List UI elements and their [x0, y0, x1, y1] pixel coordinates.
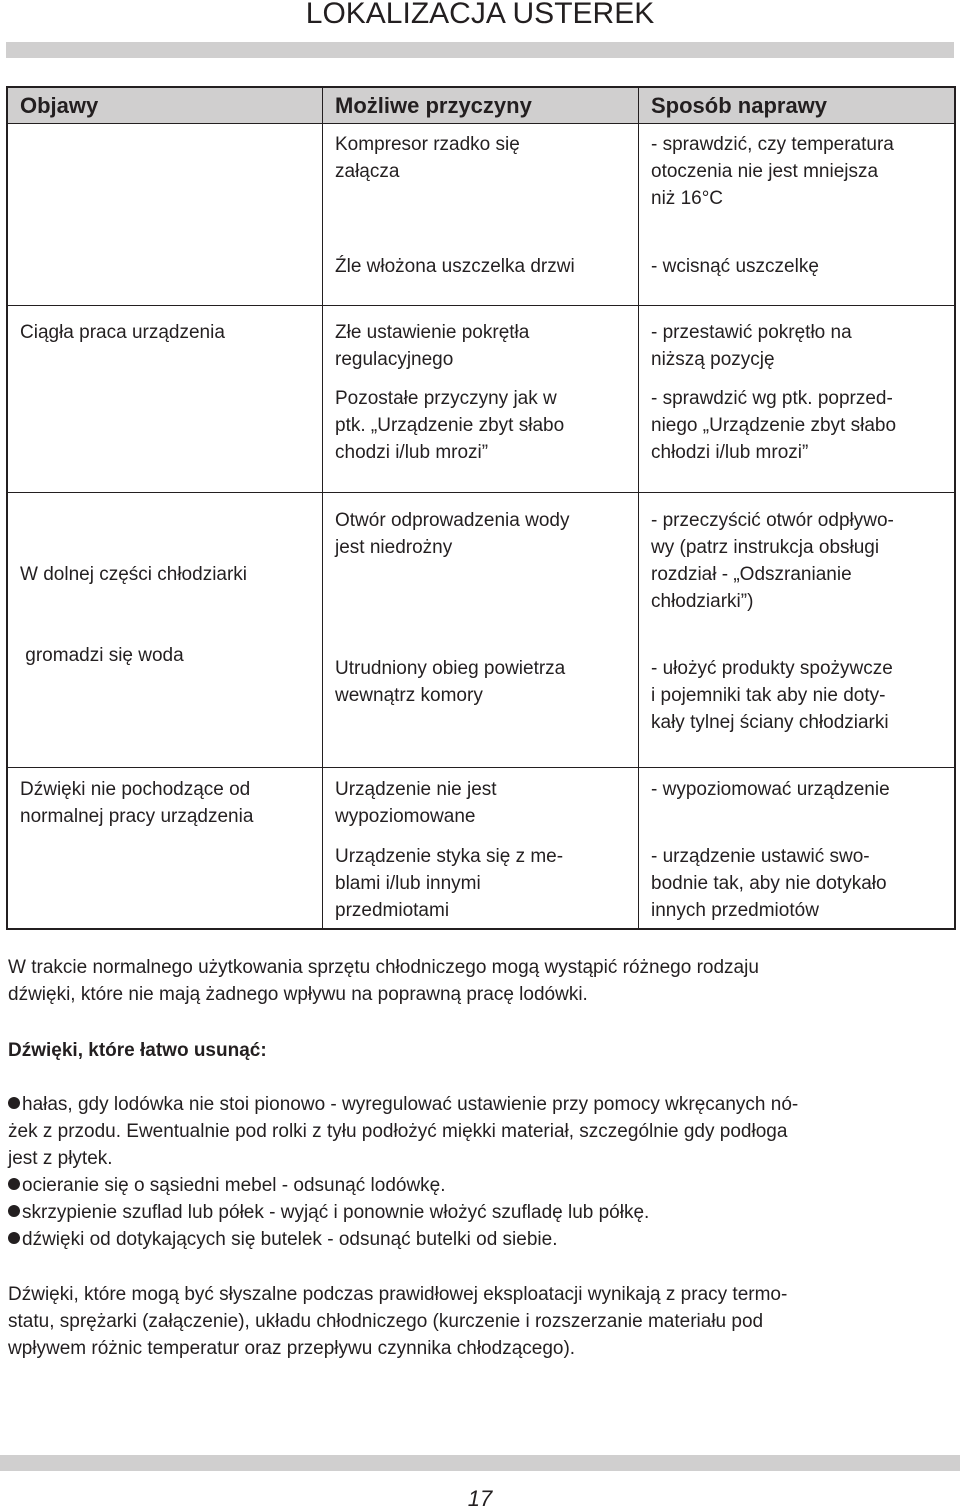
cause-cell: Kompresor rzadko się załącza	[335, 134, 520, 182]
remedy-cell: - przestawić pokrętło na niższą pozycję	[651, 322, 852, 370]
column-divider	[322, 88, 323, 928]
remedy-cell: - wcisnąć uszczelkę	[651, 256, 819, 277]
cause-cell: Otwór odprowadzenia wody jest niedrożny	[335, 510, 570, 558]
page-number: 17	[467, 1486, 493, 1511]
remedy-cell: - urządzenie ustawić swo- bodnie tak, aby nie dotykało innych przedmiotów	[651, 846, 887, 921]
list-item-continuation: jest z płytek.	[8, 1148, 113, 1169]
header-remedy: Sposób naprawy	[651, 93, 828, 118]
remedy-cell: - sprawdzić wg ptk. poprzed- niego „Urządzenie zbyt słabo chłodzi i/lub mrozi”	[651, 388, 897, 463]
list-item: dźwięki od dotykających się butelek - odsunąć butelki od siebie.	[8, 1226, 798, 1253]
symptom-cell: Ciągła praca urządzenia	[20, 322, 225, 343]
cause-cell: Pozostałe przyczyny jak w ptk. „Urządzenie zbyt słabo chodzi i/lub mrozi”	[335, 388, 565, 463]
header-causes: Możliwe przyczyny	[335, 93, 532, 118]
list-item: skrzypienie szuflad lub półek - wyjąć i ponownie włożyć szufladę lub półkę.	[8, 1199, 798, 1226]
remedy-cell: - sprawdzić, czy temperatura otoczenia nie jest mniejsza niż 16°C	[651, 134, 894, 209]
section-heading: Dźwięki, które łatwo usunąć:	[8, 1040, 267, 1061]
remedy-cell: - ułożyć produkty spożywcze i pojemniki tak aby nie doty- kały tylnej ściany chłodziarki	[651, 658, 893, 733]
cause-cell: Utrudniony obieg powietrza wewnątrz komory	[335, 658, 566, 706]
row-divider	[8, 492, 954, 493]
bullet-list	[8, 1091, 798, 1253]
remedy-cell: - wypoziomować urządzenie	[651, 779, 890, 800]
remedy-cell: - przeczyścić otwór odpływo- wy (patrz instrukcja obsługi rozdział - „Odszranianie chłodziarki”)	[651, 510, 894, 612]
page-title: LOKALIZACJA USTEREK	[305, 0, 655, 30]
closing-paragraph: Dźwięki, które mogą być słyszalne podczas prawidłowej eksploatacji wynikają z pracy termo- statu, sprężarki (załączenie), układu chłodniczego (kurczenie i rozszerzanie materiału pod wpływem różnic temperatur oraz przepływu czynnika chłodzącego).	[8, 1284, 788, 1359]
footer-bar	[0, 1455, 960, 1471]
header-symptoms: Objawy	[20, 93, 99, 118]
cause-cell: Złe ustawienie pokrętła regulacyjnego	[335, 322, 530, 370]
row-divider	[8, 305, 954, 306]
list-item: ocieranie się o sąsiedni mebel - odsunąć lodówkę.	[8, 1172, 798, 1199]
intro-paragraph: W trakcie normalnego użytkowania sprzętu chłodniczego mogą wystąpić różnego rodzaju dźwięki, które nie mają żadnego wpływu na poprawną pracę lodówki.	[8, 957, 759, 1005]
list-item-continuation: żek z przodu. Ewentualnie pod rolki z tyłu podłożyć miękki materiał, szczególnie gdy podłoga	[8, 1121, 788, 1142]
row-divider	[8, 767, 954, 768]
cause-cell: Urządzenie styka się z me- blami i/lub innymi przedmiotami	[335, 846, 564, 921]
column-divider	[638, 88, 639, 928]
cause-cell: Źle włożona uszczelka drzwi	[335, 256, 575, 277]
cause-cell: Urządzenie nie jest wypoziomowane	[335, 779, 497, 827]
symptom-cell: W dolnej części chłodziarki gromadzi się woda	[20, 564, 248, 666]
list-item: hałas, gdy lodówka nie stoi pionowo - wyregulować ustawienie przy pomocy wkręcanych nó-	[8, 1091, 798, 1118]
title-underline-bar	[6, 42, 954, 58]
symptom-cell: Dźwięki nie pochodzące od normalnej pracy urządzenia	[20, 779, 254, 827]
